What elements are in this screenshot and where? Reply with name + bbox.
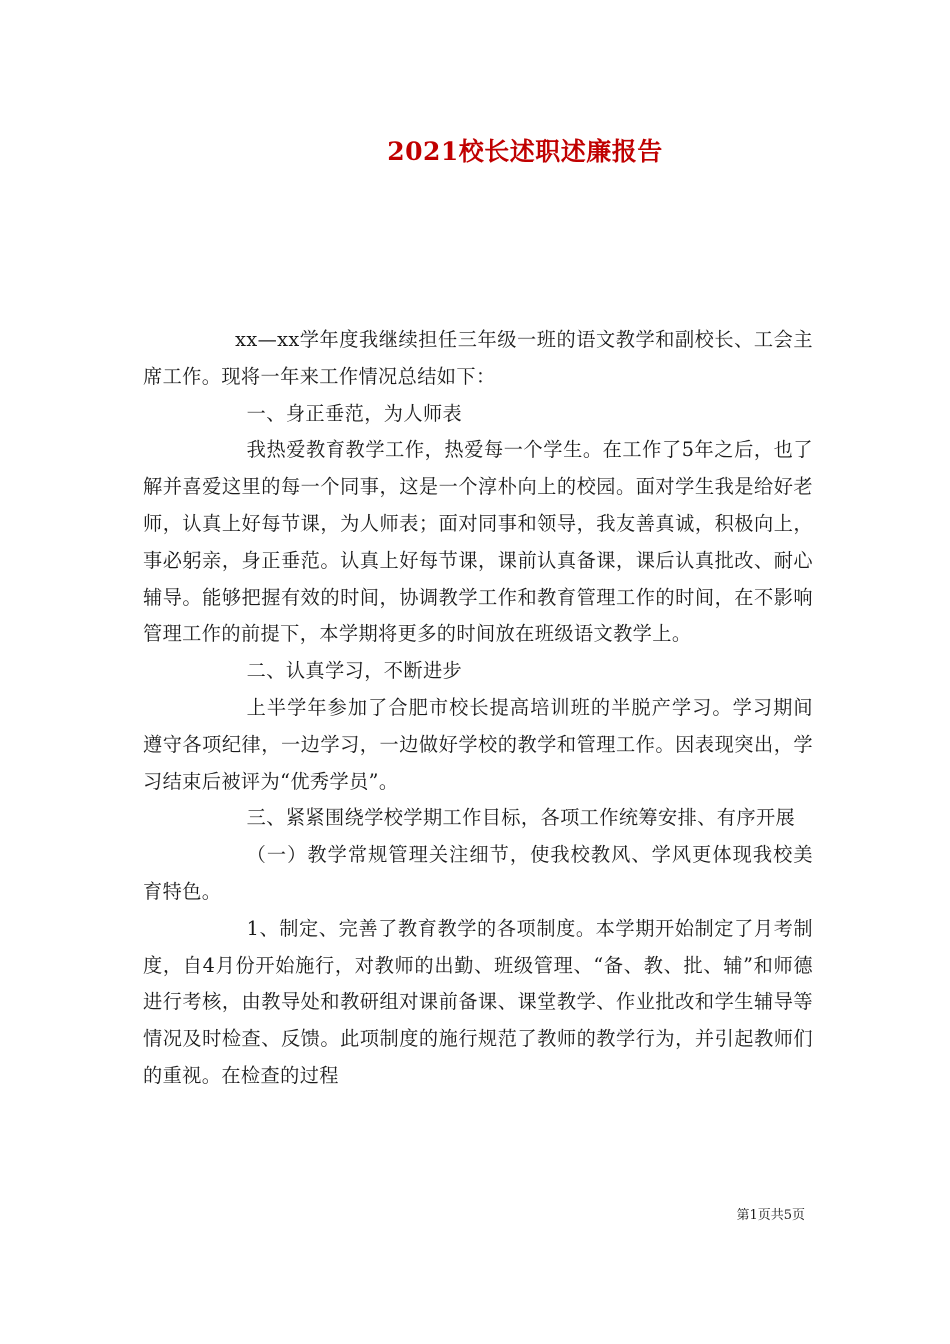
- paragraph-section-3-1-1: 1、制定、完善了教育教学的各项制度。本学期开始制定了月考制度，自4月份开始施行，对教师的出勤、班级管理、“备、教、批、辅”和师德进行考核，由教导处和教研组对课前备课、课堂教学、作业批改和学生辅导等情况及时检查、反馈。此项制度的施行规范了教师的教学行为，并引起教师们的重视。在检查的过程: [143, 916, 813, 1087]
- section-heading-2: 二、认真学习，不断进步: [246, 659, 463, 683]
- document-body: [143, 322, 813, 1095]
- paragraph-intro: xx—xx学年度我继续担任三年级一班的语文教学和副校长、工会主席工作。现将一年来工作情况总结如下：: [143, 328, 813, 388]
- document-title: 2021校长述职述廉报告: [387, 137, 663, 166]
- paragraph-section-2: 上半学年参加了合肥市校长提高培训班的半脱产学习。学习期间遵守各项纪律，一边学习，一边做好学校的教学和管理工作。因表现突出，学习结束后被评为“优秀学员”。: [143, 695, 813, 793]
- subsection-heading-3-1: （一）教学常规管理关注细节，使我校教风、学风更体现我校美育特色。: [143, 843, 813, 903]
- section-heading-3: 三、紧紧围绕学校学期工作目标，各项工作统筹安排、有序开展: [246, 806, 796, 830]
- section-heading-1: 一、身正垂范，为人师表: [246, 401, 463, 425]
- page-number-footer: 第1页共5页: [736, 1208, 805, 1223]
- paragraph-section-1: 我热爱教育教学工作，热爱每一个学生。在工作了5年之后，也了解并喜爱这里的每一个同事，这是一个淳朴向上的校园。面对学生我是给好老师，认真上好每节课，为人师表；面对同事和领导，我友善真诚，积极向上，事必躬亲，身正垂范。认真上好每节课，课前认真备课，课后认真批改、耐心辅导。能够把握有效的时间，协调教学工作和教育管理工作的时间，在不影响管理工作的前提下，本学期将更多的时间放在班级语文教学上。: [143, 438, 813, 646]
